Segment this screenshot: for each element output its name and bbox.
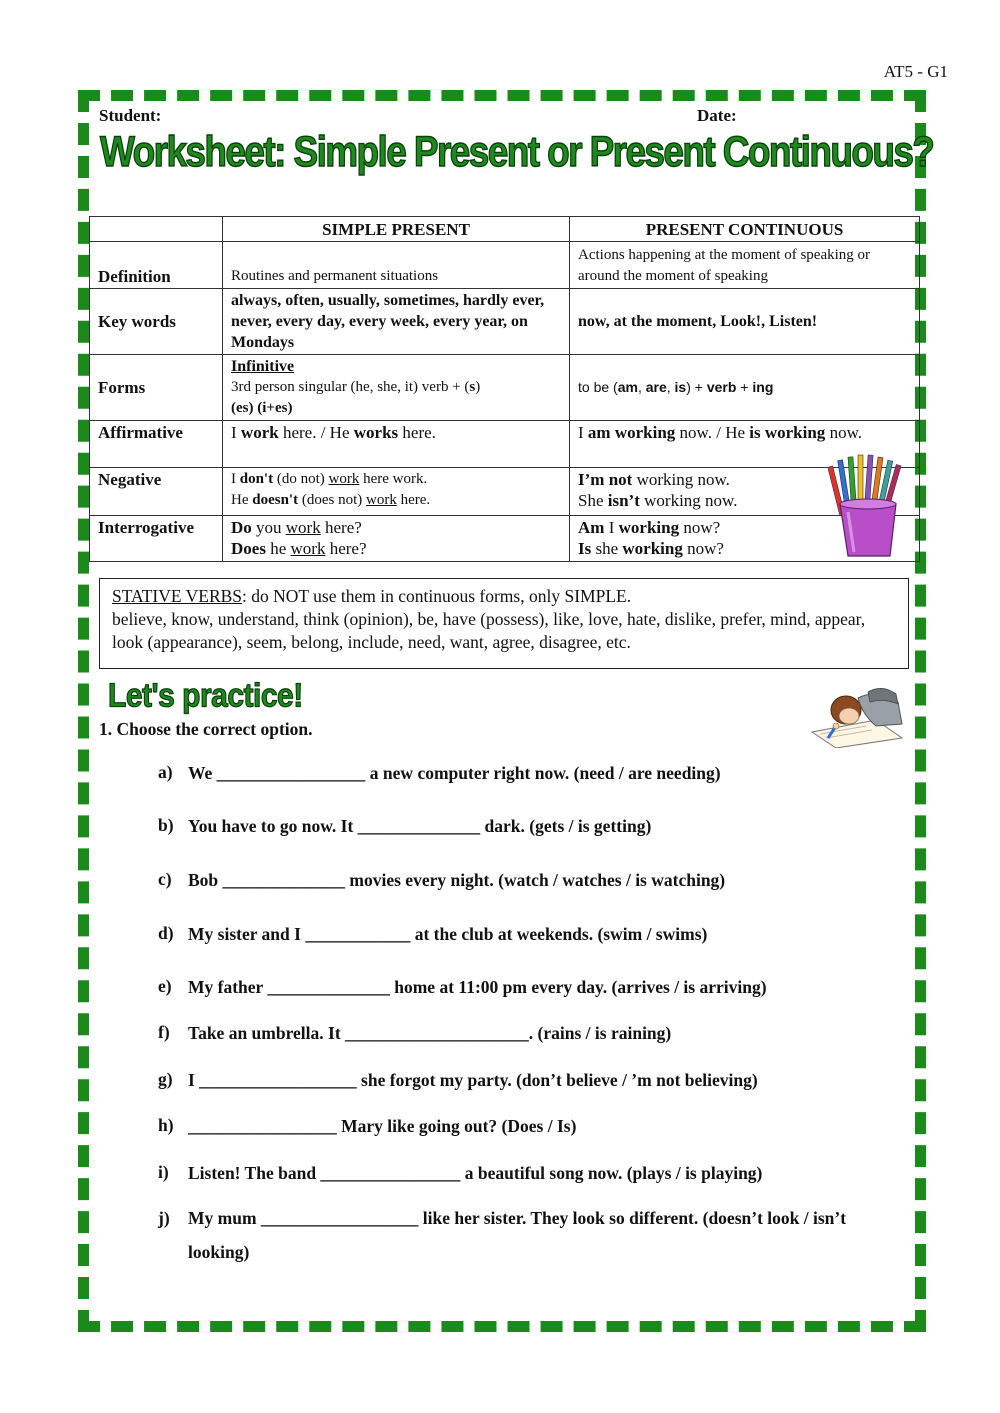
forms-verb: verb: [706, 379, 737, 395]
header-empty: [90, 217, 223, 242]
row-label-negative: Negative: [90, 468, 223, 516]
question-e: e) My father ______________ home at 11:00 pm every day. (arrives / is arriving): [158, 976, 767, 997]
table-row-keywords: [90, 289, 920, 355]
interrogative-continuous: Am I working now? Is she working now?: [570, 516, 920, 562]
row-label-definition: Definition: [90, 242, 223, 289]
forms-simple: Infinitive 3rd person singular (he, she, it) verb + (s) (es) (i+es): [223, 355, 570, 421]
table-header-row: [90, 217, 920, 242]
page-title: Worksheet: Simple Present or Present Continuous?: [100, 128, 934, 176]
table-row-forms: [90, 355, 920, 421]
pencil-cup-illustration: [826, 452, 918, 560]
stative-intro: : do NOT use them in continuous forms, only SIMPLE.: [242, 586, 632, 606]
forms-are: are: [645, 379, 667, 395]
forms-s: s: [469, 379, 476, 395]
forms-am: am: [617, 379, 638, 395]
table-row-interrogative: [90, 516, 920, 562]
header-simple-present: SIMPLE PRESENT: [223, 217, 570, 242]
table-row-negative: [90, 468, 920, 516]
stative-title: STATIVE VERBS: [112, 586, 243, 606]
table-row-affirmative: [90, 421, 920, 468]
question-a: a) We _________________ a new computer right now. (need / are needing): [158, 762, 721, 783]
definition-simple: Routines and permanent situations: [223, 242, 570, 289]
forms-to-be: to be (: [578, 379, 618, 395]
interrogative-simple: Do you work here? Does he work here?: [223, 516, 570, 562]
question-h: h) _________________ Mary like going out? (Does / Is): [158, 1115, 577, 1136]
stative-verbs-box: [99, 578, 909, 669]
question-i: i) Listen! The band ________________ a beautiful song now. (plays / is playing): [158, 1162, 763, 1183]
date-label: Date:: [697, 106, 737, 125]
keywords-simple: always, often, usually, sometimes, hardly ever, never, every day, every week, every year, on Mondays: [223, 289, 570, 355]
question-g: g) I __________________ she forgot my party. (don’t believe / ’m not believing): [158, 1069, 758, 1090]
header-present-continuous: PRESENT CONTINUOUS: [570, 217, 920, 242]
table-row-definition: [90, 242, 920, 289]
question-b: b) You have to go now. It ______________ dark. (gets / is getting): [158, 815, 652, 836]
negative-simple: I don't (do not) work here work. He doesn't (does not) work here.: [223, 468, 570, 516]
affirmative-continuous: I am working now. / He is working now.: [570, 421, 920, 468]
exercise-instruction: 1. Choose the correct option.: [99, 719, 313, 739]
question-f: f) Take an umbrella. It _____________________. (rains / is raining): [158, 1022, 672, 1043]
forms-third-person: 3rd person singular (he, she, it) verb +: [231, 379, 461, 395]
question-d: d) My sister and I ____________ at the club at weekends. (swim / swims): [158, 923, 708, 944]
forms-is: is: [674, 379, 687, 395]
row-label-affirmative: Affirmative: [90, 421, 223, 468]
stative-list: believe, know, understand, think (opinion), be, have (possess), like, love, hate, dislike, prefer, mind, appear, look (appearance), seem, belong, include, need, want, agree, disagree, etc.: [112, 609, 866, 652]
forms-es: (es) (i+es): [231, 400, 293, 416]
student-label: Student:: [99, 106, 162, 125]
girl-drawing-illustration: [806, 680, 910, 748]
practice-heading: Let's practice!: [108, 678, 303, 715]
worksheet-code: AT5 - G1: [883, 62, 948, 81]
grammar-table: [89, 216, 920, 562]
row-label-forms: Forms: [90, 355, 223, 421]
question-c: c) Bob ______________ movies every night. (watch / watches / is watching): [158, 869, 726, 890]
definition-continuous: Actions happening at the moment of speaking or around the moment of speaking: [570, 242, 920, 289]
forms-infinitive: Infinitive: [231, 358, 295, 375]
row-label-keywords: Key words: [90, 289, 223, 355]
affirmative-simple: I work here. / He works here.: [223, 421, 570, 468]
forms-ing: ing: [752, 379, 774, 395]
question-j: j) My mum __________________ like her sister. They look so different. (doesn’t look / isn’t looking): [158, 1208, 847, 1262]
row-label-interrogative: Interrogative: [90, 516, 223, 562]
negative-continuous: I’m not working now. She isn’t working now.: [570, 468, 920, 516]
forms-continuous: to be (am, are, is) + verb + ing: [570, 355, 920, 421]
keywords-continuous: now, at the moment, Look!, Listen!: [570, 289, 920, 355]
